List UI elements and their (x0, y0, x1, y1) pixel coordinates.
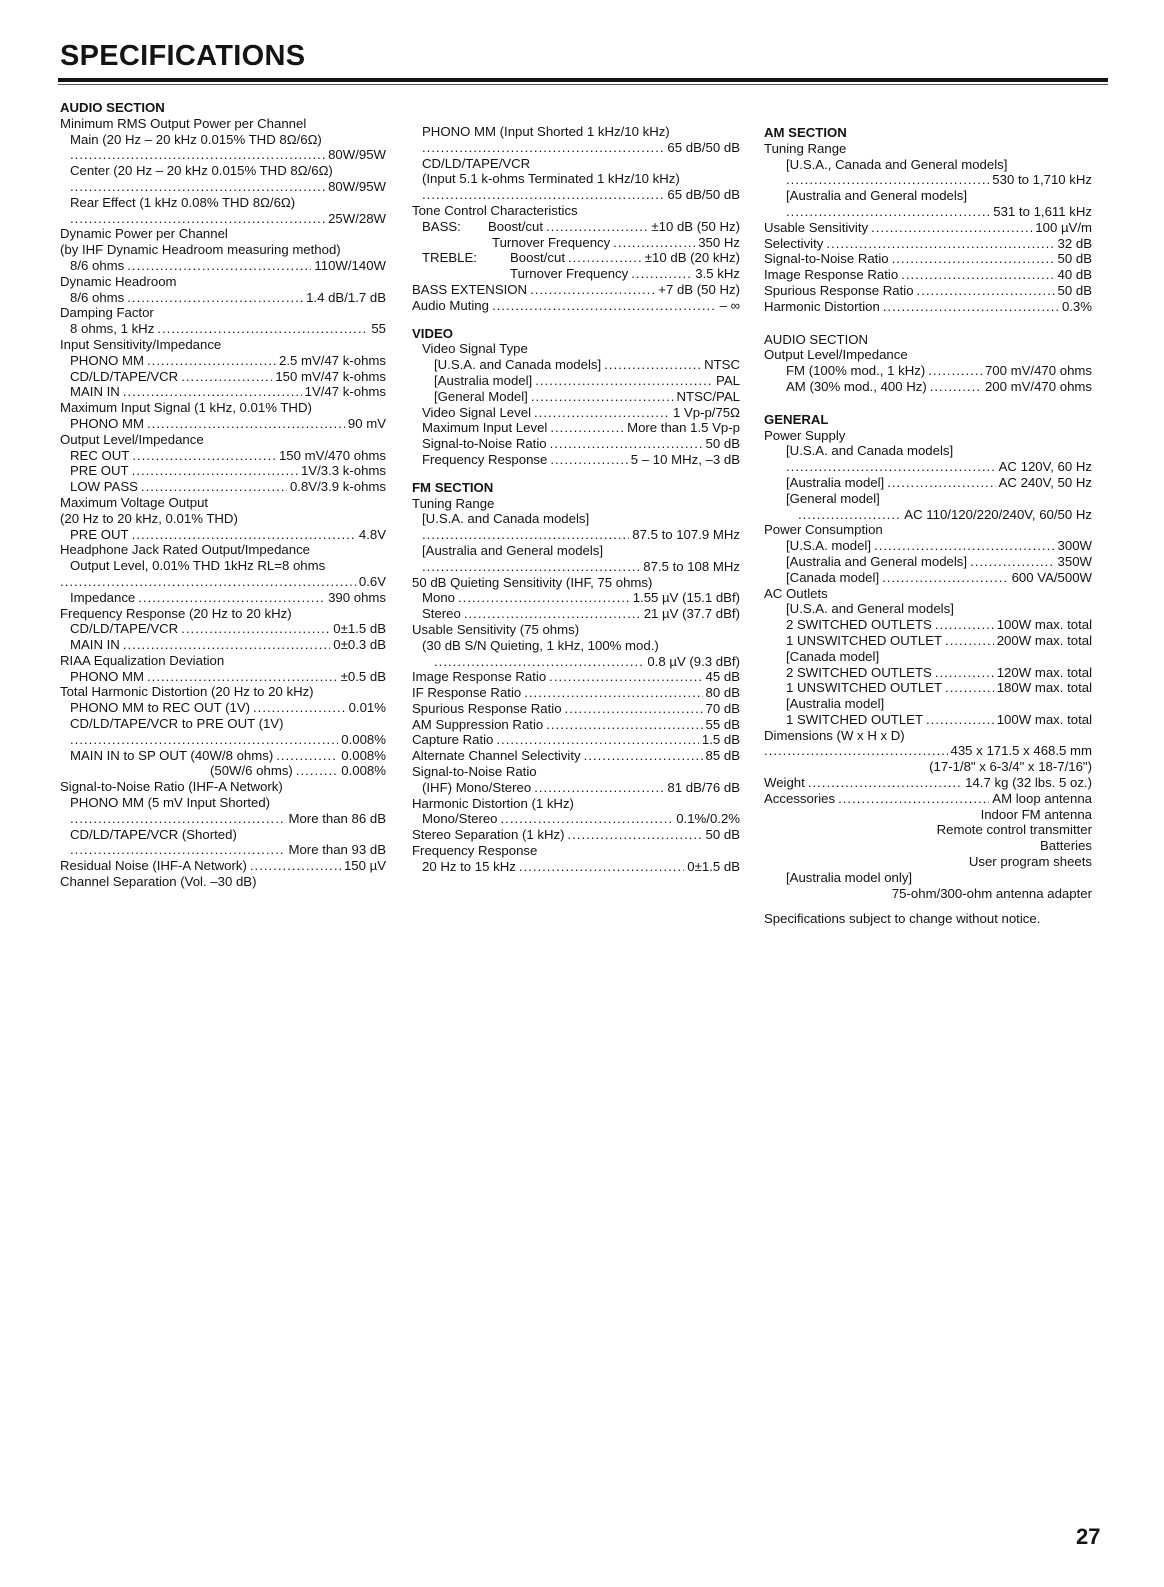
spec-label: Accessories (764, 790, 836, 806)
spec-value: 1V/3.3 k-ohms (300, 463, 386, 479)
spec-label: PHONO MM to REC OUT (1V) (70, 700, 251, 716)
spec-value: 300W (1057, 538, 1092, 554)
spec-row (60, 732, 386, 748)
spec-value: Batteries (1039, 838, 1092, 854)
spec-label: Selectivity (764, 235, 824, 251)
spec-label: Rear Effect (1 kHz 0.08% THD 8Ω/6Ω) (70, 194, 296, 210)
spec-label: 20 Hz to 15 kHz (422, 858, 516, 874)
spec-label: Total Harmonic Distortion (20 Hz to 20 kHz) (60, 684, 314, 700)
spec-label: Usable Sensitivity (75 ohms) (412, 621, 580, 637)
spec-value: 600 VA/500W (1011, 569, 1092, 585)
spec-row (412, 282, 740, 298)
spec-row (412, 140, 740, 156)
spec-value: 100W max. total (996, 711, 1092, 727)
spec-row (60, 621, 386, 637)
footnote: Specifications subject to change without notice. (764, 911, 1041, 927)
spec-label: [U.S.A. and Canada models] (422, 511, 590, 527)
spec-value: 1.5 dB (701, 732, 740, 748)
spec-label: Tuning Range (764, 140, 847, 156)
section-heading-audio-output: AUDIO SECTION (764, 331, 869, 347)
spec-row (60, 842, 386, 858)
spec-value: PAL (716, 372, 740, 388)
spec-value: 150 mV/47 k-ohms (275, 368, 386, 384)
title-rule (58, 78, 1108, 82)
spec-row (412, 373, 740, 389)
spec-row (764, 299, 1092, 315)
spec-label: [General Model] (434, 388, 528, 404)
spec-label: Capture Ratio (412, 732, 494, 748)
spec-value: ±10 dB (50 Hz) (651, 218, 740, 234)
spec-label: PHONO MM (70, 668, 144, 684)
spec-row (60, 763, 386, 779)
spec-value: 1.4 dB/1.7 dB (306, 289, 386, 305)
spec-value: (17-1/8" x 6-3/4" x 18-7/16") (929, 759, 1092, 775)
column-audio (60, 100, 386, 890)
spec-label: [Australia model] (786, 696, 885, 712)
spec-value: ±10 dB (20 kHz) (644, 250, 740, 266)
spec-row (412, 590, 740, 606)
spec-row (412, 250, 740, 266)
spec-label: [U.S.A. and Canada models] (786, 443, 954, 459)
spec-label: Signal-to-Noise Ratio (412, 764, 537, 780)
spec-label: Turnover Frequency (492, 234, 611, 250)
spec-label: [Australia model] (434, 372, 533, 388)
spec-label: Weight (764, 775, 805, 791)
spec-label: [U.S.A. model] (786, 538, 872, 554)
spec-row (764, 475, 1092, 491)
spec-label: Output Level/Impedance (60, 431, 204, 447)
spec-value: 531 to 1,611 kHz (993, 203, 1092, 219)
spec-value: 50 dB (1057, 282, 1092, 298)
spec-row (412, 827, 740, 843)
spec-value: – ∞ (719, 297, 740, 313)
spec-row (412, 187, 740, 203)
spec-value: 50 dB (705, 827, 740, 843)
spec-value: 4.8V (358, 526, 386, 542)
spec-label: (30 dB S/N Quieting, 1 kHz, 100% mod.) (422, 637, 659, 653)
spec-label: [Australia and General models] (786, 188, 968, 204)
spec-value: 0.6V (358, 573, 386, 589)
spec-label: Spurious Response Ratio (412, 700, 562, 716)
spec-value: 700 mV/470 ohms (984, 363, 1092, 379)
spec-row (412, 685, 740, 701)
spec-label: Signal-to-Noise Ratio (IHF-A Network) (60, 779, 283, 795)
spec-value: AM loop antenna (992, 790, 1092, 806)
spec-label: Headphone Jack Rated Output/Impedance (60, 542, 310, 558)
spec-row (412, 452, 740, 468)
spec-row (764, 283, 1092, 299)
spec-label: PHONO MM (70, 415, 144, 431)
spec-label: [U.S.A. and Canada models] (434, 357, 602, 373)
spec-label: Center (20 Hz – 20 kHz 0.015% THD 8Ω/6Ω) (70, 163, 333, 179)
spec-row (764, 204, 1092, 220)
spec-row (764, 680, 1092, 696)
spec-value: 0.8 µV (9.3 dBf) (647, 653, 740, 669)
spec-value: 50 dB (705, 436, 740, 452)
spec-row (412, 748, 740, 764)
spec-value: 100 µV/m (1035, 219, 1092, 235)
spec-row (764, 267, 1092, 283)
spec-label: Mono/Stereo (422, 811, 498, 827)
spec-row (412, 559, 740, 575)
spec-row (412, 717, 740, 733)
spec-label: [U.S.A., Canada and General models] (786, 156, 1008, 172)
spec-label: (by IHF Dynamic Headroom measuring method) (60, 242, 341, 258)
spec-value: 100W max. total (996, 617, 1092, 633)
spec-label: Frequency Response (412, 843, 538, 859)
spec-value: 350W (1057, 553, 1092, 569)
spec-label: PHONO MM (5 mV Input Shorted) (70, 795, 271, 811)
spec-value: 200 mV/470 ohms (984, 378, 1092, 394)
spec-value: 32 dB (1057, 235, 1092, 251)
spec-value: 81 dB/76 dB (667, 779, 740, 795)
spec-row (60, 858, 386, 874)
spec-label: Residual Noise (IHF-A Network) (60, 858, 247, 874)
spec-label: MAIN IN (70, 637, 120, 653)
spec-label: Input Sensitivity/Impedance (60, 336, 222, 352)
spec-label: Harmonic Distortion (764, 298, 880, 314)
spec-label: Frequency Response (422, 451, 548, 467)
spec-row (412, 357, 740, 373)
spec-label: 1 UNSWITCHED OUTLET (786, 632, 943, 648)
spec-label: PRE OUT (70, 463, 129, 479)
page-number: 27 (1076, 1524, 1101, 1549)
spec-label: CD/LD/TAPE/VCR (70, 368, 179, 384)
spec-label: [Canada model] (786, 648, 880, 664)
spec-label: [Australia and General models] (422, 542, 604, 558)
spec-value: 150 µV (343, 858, 386, 874)
spec-label: Turnover Frequency (510, 266, 629, 282)
spec-row (60, 290, 386, 306)
spec-value: 14.7 kg (32 lbs. 5 oz.) (965, 775, 1092, 791)
spec-value: Indoor FM antenna (980, 806, 1092, 822)
spec-row (764, 251, 1092, 267)
spec-value: 55 dB (705, 716, 740, 732)
spec-label: Tuning Range (412, 495, 495, 511)
column-video-fm (412, 124, 740, 875)
spec-row (60, 700, 386, 716)
spec-value: 0.008% (341, 763, 386, 779)
spec-value: 435 x 171.5 x 468.5 mm (950, 743, 1092, 759)
spec-label: Alternate Channel Selectivity (412, 748, 581, 764)
spec-value: 0.008% (341, 747, 386, 763)
spec-label: 2 SWITCHED OUTLETS (786, 617, 932, 633)
spec-value: 80W/95W (328, 178, 386, 194)
spec-row (412, 669, 740, 685)
spec-row (764, 172, 1092, 188)
spec-value: 5 – 10 MHz, –3 dB (630, 451, 740, 467)
spec-row (764, 617, 1092, 633)
spec-label: Dynamic Headroom (60, 273, 177, 289)
spec-value: 90 mV (347, 415, 386, 431)
spec-label: PHONO MM (Input Shorted 1 kHz/10 kHz) (422, 124, 670, 139)
spec-value: AC 240V, 50 Hz (998, 474, 1092, 490)
section-heading-audio: AUDIO SECTION (60, 100, 165, 115)
spec-value: 390 ohms (328, 589, 386, 605)
spec-row (764, 507, 1092, 523)
spec-value: 350 Hz (698, 234, 740, 250)
spec-row (60, 211, 386, 227)
spec-row (412, 405, 740, 421)
title-rule-thin (58, 84, 1108, 85)
spec-row (764, 791, 1092, 807)
spec-label: Video Signal Type (422, 341, 528, 357)
spec-label: BASS EXTENSION (412, 281, 528, 297)
spec-label: Stereo Separation (1 kHz) (412, 827, 565, 843)
spec-row (412, 732, 740, 748)
spec-label: Output Level, 0.01% THD 1kHz RL=8 ohms (70, 558, 326, 574)
spec-value: More than 1.5 Vp-p (627, 420, 740, 436)
spec-row (60, 369, 386, 385)
spec-row (60, 416, 386, 432)
spec-label: 8/6 ohms (70, 257, 125, 273)
spec-label: Maximum Voltage Output (60, 494, 209, 510)
spec-label: PHONO MM (70, 352, 144, 368)
spec-row (60, 574, 386, 590)
spec-label: Channel Separation (Vol. –30 dB) (60, 874, 257, 890)
spec-label: TREBLE: (422, 250, 477, 266)
spec-value: More than 93 dB (288, 842, 386, 858)
spec-value: AC 110/120/220/240V, 60/50 Hz (904, 506, 1092, 522)
spec-label: AC Outlets (764, 585, 828, 601)
spec-value: 150 mV/470 ohms (278, 447, 386, 463)
spec-value: 45 dB (705, 669, 740, 685)
spec-label: LOW PASS (70, 479, 138, 495)
spec-label: Damping Factor (60, 305, 154, 321)
spec-value: 80W/95W (328, 147, 386, 163)
spec-label: Tone Control Characteristics (412, 202, 578, 218)
spec-label: CD/LD/TAPE/VCR (70, 621, 179, 637)
spec-row (60, 669, 386, 685)
spec-label: Boost/cut (510, 250, 565, 266)
spec-row (764, 459, 1092, 475)
spec-value: User program sheets (968, 854, 1092, 870)
spec-row (412, 298, 740, 314)
column-am-general (764, 125, 1092, 927)
spec-label: Main (20 Hz – 20 kHz 0.015% THD 8Ω/6Ω) (70, 131, 322, 147)
spec-label: MAIN IN to SP OUT (40W/8 ohms) (70, 747, 274, 763)
spec-row (60, 527, 386, 543)
spec-value: AC 120V, 60 Hz (998, 459, 1092, 475)
section-heading-fm: FM SECTION (412, 479, 494, 495)
spec-row (60, 748, 386, 764)
spec-label: IF Response Ratio (412, 685, 522, 701)
spec-row (412, 811, 740, 827)
spec-label: Dynamic Power per Channel (60, 226, 228, 242)
spec-value: 0±0.3 dB (333, 637, 386, 653)
spec-label: Impedance (70, 589, 136, 605)
spec-row (60, 179, 386, 195)
spec-row (60, 479, 386, 495)
spec-row (412, 701, 740, 717)
spec-label: Dimensions (W x H x D) (764, 727, 905, 743)
spec-label: AM Suppression Ratio (412, 716, 544, 732)
spec-label: 1 UNSWITCHED OUTLET (786, 680, 943, 696)
spec-label: MAIN IN (70, 384, 120, 400)
spec-label: Power Consumption (764, 522, 883, 538)
spec-row (412, 859, 740, 875)
spec-row (412, 654, 740, 670)
spec-value: 0±1.5 dB (687, 858, 740, 874)
spec-label: [U.S.A. and General models] (786, 601, 954, 617)
spec-label: FM (100% mod., 1 kHz) (786, 363, 926, 379)
spec-value: 50 dB (1057, 251, 1092, 267)
spec-row (412, 780, 740, 796)
spec-value: 1V/47 k-ohms (304, 384, 386, 400)
spec-label: Power Supply (764, 427, 846, 443)
spec-row (60, 637, 386, 653)
spec-row (412, 389, 740, 405)
spec-row (60, 384, 386, 400)
spec-label: Image Response Ratio (412, 669, 547, 685)
spec-value: Remote control transmitter (936, 822, 1092, 838)
spec-row (764, 570, 1092, 586)
spec-row (412, 527, 740, 543)
spec-row (764, 775, 1092, 791)
spec-row (764, 363, 1092, 379)
spec-label: Image Response Ratio (764, 267, 899, 283)
spec-value: 85 dB (705, 748, 740, 764)
spec-row (412, 436, 740, 452)
section-heading-video: VIDEO (412, 325, 454, 341)
spec-row (764, 236, 1092, 252)
spec-value: 80 dB (705, 685, 740, 701)
spec-row (764, 379, 1092, 395)
spec-value: 65 dB/50 dB (667, 187, 740, 203)
spec-label: 50 dB Quieting Sensitivity (IHF, 75 ohms) (412, 574, 653, 590)
spec-label: REC OUT (70, 447, 130, 463)
spec-value: 0.01% (348, 700, 386, 716)
spec-row (412, 266, 740, 282)
spec-value: 0.8V/3.9 k-ohms (289, 479, 386, 495)
spec-row (764, 712, 1092, 728)
spec-value: 70 dB (705, 700, 740, 716)
spec-label: [Australia model] (786, 474, 885, 490)
spec-value: 530 to 1,710 kHz (992, 172, 1092, 188)
spec-row (764, 220, 1092, 236)
spec-value: 87.5 to 107.9 MHz (632, 527, 740, 543)
spec-row (412, 606, 740, 622)
spec-row (60, 590, 386, 606)
spec-label: (IHF) Mono/Stereo (422, 779, 532, 795)
spec-value: 21 µV (37.7 dBf) (643, 606, 740, 622)
spec-row (60, 258, 386, 274)
spec-label: Mono (422, 590, 455, 606)
spec-value: 1.55 µV (15.1 dBf) (632, 590, 740, 606)
section-heading-general: GENERAL (764, 411, 829, 427)
spec-value: 110W/140W (314, 257, 386, 273)
spec-row (764, 743, 1092, 759)
spec-row (412, 219, 740, 235)
spec-label: [Canada model] (786, 569, 880, 585)
spec-label: CD/LD/TAPE/VCR (Shorted) (70, 826, 237, 842)
spec-row (764, 554, 1092, 570)
spec-value: 40 dB (1057, 267, 1092, 283)
spec-value: 3.5 kHz (695, 266, 740, 282)
spec-value: 2.5 mV/47 k-ohms (278, 352, 386, 368)
spec-row (60, 353, 386, 369)
spec-row (60, 811, 386, 827)
spec-label: Boost/cut (488, 218, 543, 234)
spec-value: 0.1%/0.2% (676, 811, 740, 827)
spec-value: 0.3% (1061, 298, 1092, 314)
spec-label: RIAA Equalization Deviation (60, 652, 225, 668)
spec-value: 75-ohm/300-ohm antenna adapter (891, 885, 1092, 901)
spec-row (60, 448, 386, 464)
spec-row (60, 321, 386, 337)
spec-label: (Input 5.1 k-ohms Terminated 1 kHz/10 kHz) (422, 171, 680, 187)
spec-label: [Australia and General models] (786, 553, 968, 569)
page-title: SPECIFICATIONS (60, 40, 306, 72)
spec-value: 65 dB/50 dB (667, 139, 740, 155)
spec-label: (50W/6 ohms) (210, 763, 293, 779)
spec-value: 200W max. total (996, 632, 1092, 648)
spec-label: [General model] (786, 490, 880, 506)
spec-label: Audio Muting (412, 297, 489, 313)
spec-value: ±0.5 dB (340, 668, 386, 684)
spec-value: NTSC/PAL (676, 388, 740, 404)
spec-value: 0.008% (341, 731, 386, 747)
spec-label: Signal-to-Noise Ratio (422, 436, 547, 452)
spec-label: Video Signal Level (422, 404, 532, 420)
spec-value: 0±1.5 dB (333, 621, 386, 637)
spec-label: Frequency Response (20 Hz to 20 kHz) (60, 605, 292, 621)
spec-row (60, 463, 386, 479)
spec-label: 8 ohms, 1 kHz (70, 321, 155, 337)
spec-label: CD/LD/TAPE/VCR (422, 155, 531, 171)
spec-value: +7 dB (50 Hz) (658, 281, 740, 297)
spec-value: 55 (371, 321, 386, 337)
spec-row (60, 147, 386, 163)
spec-row (412, 235, 740, 251)
spec-label: Stereo (422, 606, 461, 622)
spec-value: More than 86 dB (288, 810, 386, 826)
spec-label: Minimum RMS Output Power per Channel (60, 115, 307, 131)
spec-value: 25W/28W (328, 210, 386, 226)
spec-label: CD/LD/TAPE/VCR to PRE OUT (1V) (70, 716, 284, 732)
spec-label: Output Level/Impedance (764, 347, 908, 363)
spec-label: BASS: (422, 218, 461, 234)
spec-label: Harmonic Distortion (1 kHz) (412, 795, 574, 811)
spec-label: Maximum Input Level (422, 420, 548, 436)
spec-label: 1 SWITCHED OUTLET (786, 711, 924, 727)
spec-value: 87.5 to 108 MHz (643, 558, 740, 574)
spec-label: [Australia model only] (786, 869, 913, 885)
spec-label: Spurious Response Ratio (764, 282, 914, 298)
spec-label: PRE OUT (70, 526, 129, 542)
spec-row (764, 538, 1092, 554)
spec-row (412, 420, 740, 436)
spec-label: AM (30% mod., 400 Hz) (786, 378, 927, 394)
spec-label: (20 Hz to 20 kHz, 0.01% THD) (60, 510, 238, 526)
spec-value: 180W max. total (996, 680, 1092, 696)
spec-value: NTSC (704, 357, 740, 373)
spec-label: 8/6 ohms (70, 289, 125, 305)
spec-label: Maximum Input Signal (1 kHz, 0.01% THD) (60, 400, 312, 416)
spec-value: 1 Vp-p/75Ω (672, 404, 740, 420)
spec-label: 2 SWITCHED OUTLETS (786, 664, 932, 680)
spec-value: 120W max. total (996, 664, 1092, 680)
section-heading-am: AM SECTION (764, 125, 847, 140)
spec-row (764, 633, 1092, 649)
spec-label: Usable Sensitivity (764, 219, 869, 235)
spec-label: Signal-to-Noise Ratio (764, 251, 889, 267)
spec-row (764, 665, 1092, 681)
